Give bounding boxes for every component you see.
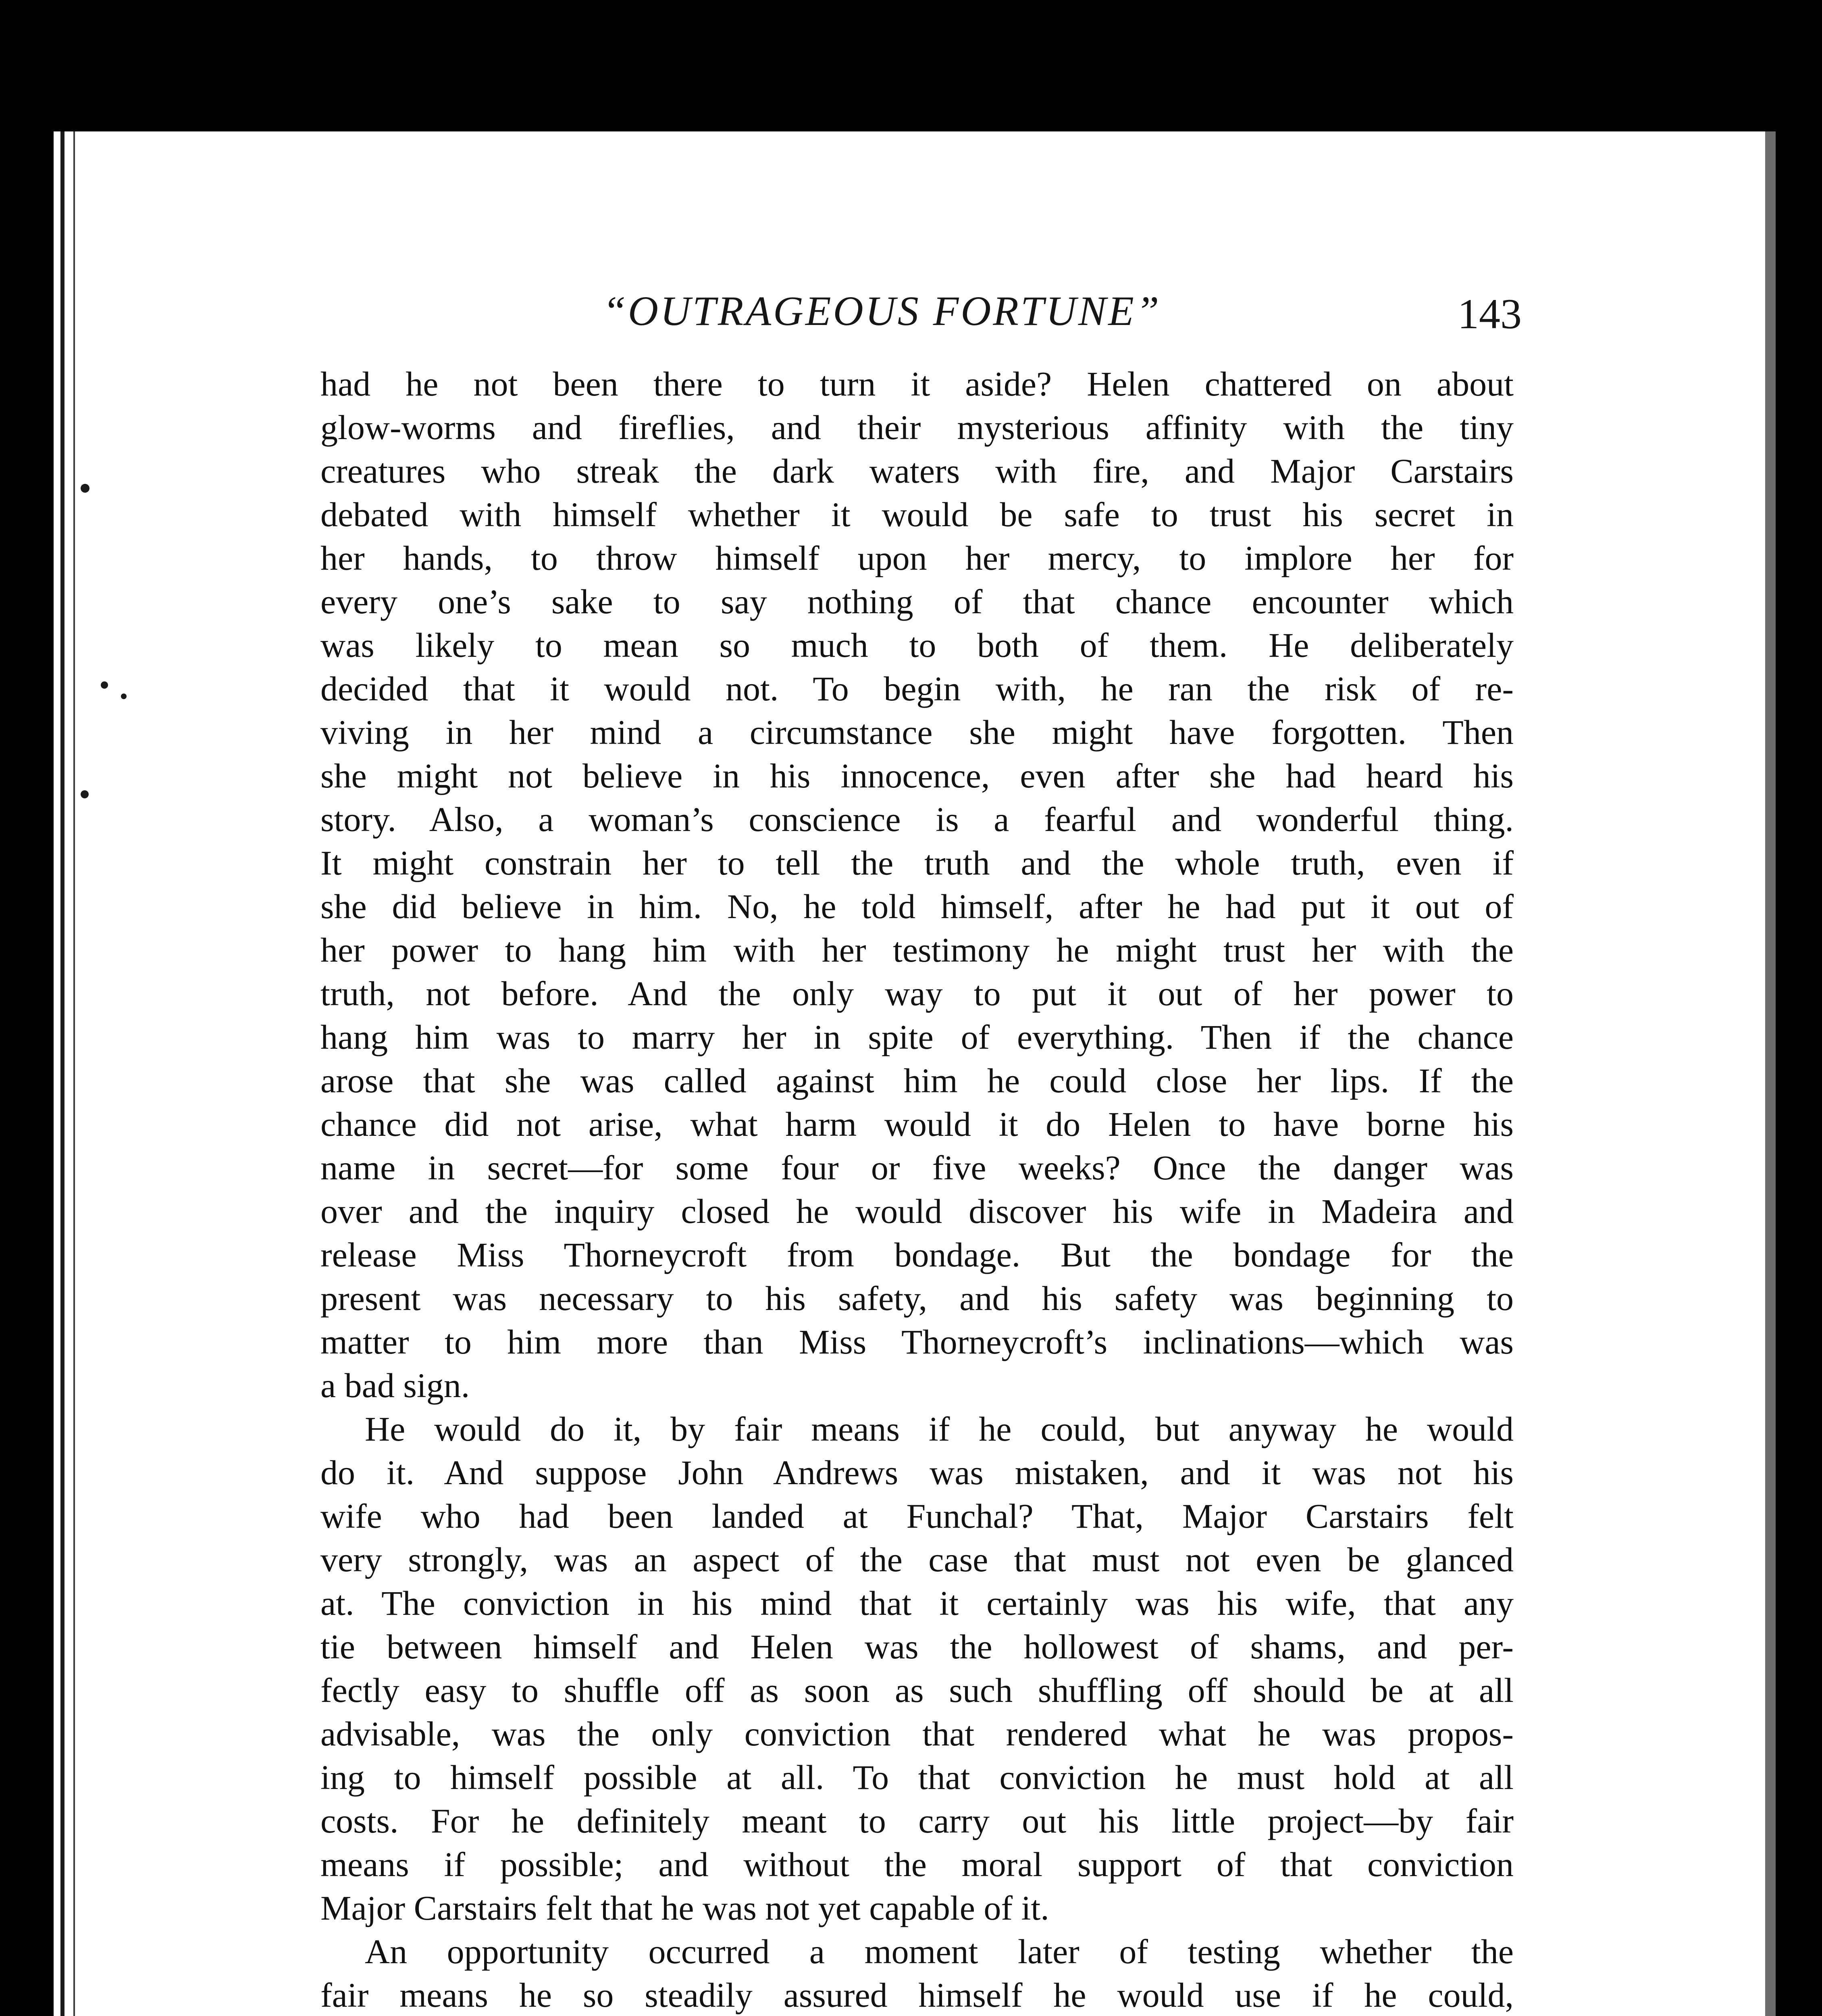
text-line: viving in her mind a circumstance she might have forgotten. Then: [320, 713, 1514, 752]
text-line: over and the inquiry closed he would discover his wife in Madeira and: [320, 1192, 1514, 1231]
text-line: truth, not before. And the only way to put it out of her power to: [320, 974, 1514, 1013]
text-line: she did believe in him. No, he told himself, after he had put it out of: [320, 887, 1514, 926]
text-line: Major Carstairs felt that he was not yet capable of it.: [320, 1889, 1049, 1927]
text-line: story. Also, a woman’s conscience is a fearful and wonderful thing.: [320, 800, 1514, 839]
text-line: present was necessary to his safety, and his safety was beginning to: [320, 1279, 1514, 1318]
margin-speck: [101, 681, 108, 689]
running-head: [320, 282, 1538, 339]
text-line: creatures who streak the dark waters with fire, and Major Carstairs: [320, 452, 1514, 490]
text-line: He would do it, by fair means if he could, but anyway he would: [365, 1410, 1514, 1448]
margin-speck: [81, 484, 89, 493]
text-line: tie between himself and Helen was the hollowest of shams, and per-: [320, 1627, 1514, 1666]
text-line: do it. And suppose John Andrews was mistaken, and it was not his: [320, 1453, 1514, 1492]
text-line: hang him was to marry her in spite of everything. Then if the chance: [320, 1018, 1514, 1056]
text-line: release Miss Thorneycroft from bondage. But the bondage for the: [320, 1235, 1514, 1274]
running-title: “OUTRAGEOUS FORTUNE”: [603, 288, 1161, 334]
text-line: debated with himself whether it would be safe to trust his secret in: [320, 495, 1514, 534]
text-line: her hands, to throw himself upon her mercy, to implore her for: [320, 539, 1514, 577]
text-line: her power to hang him with her testimony he might trust her with the: [320, 931, 1514, 969]
page-number: 143: [1458, 290, 1522, 337]
text-line: costs. For he definitely meant to carry out his little project—by fair: [320, 1801, 1514, 1840]
text-line: wife who had been landed at Funchal? That, Major Carstairs felt: [320, 1497, 1514, 1535]
text-line: at. The conviction in his mind that it certainly was his wife, that any: [320, 1584, 1514, 1622]
text-line: she might not believe in his innocence, even after she had heard his: [320, 756, 1514, 795]
text-line: had he not been there to turn it aside? Helen chattered on about: [320, 364, 1514, 403]
text-line: matter to him more than Miss Thorneycroft’s inclinations—which was: [320, 1322, 1514, 1361]
body-text: [320, 362, 1514, 2016]
text-line: fair means he so steadily assured himself he would use if he could,: [320, 1976, 1514, 2014]
text-line: An opportunity occurred a moment later of testing whether the: [365, 1932, 1514, 1971]
text-line: advisable, was the only conviction that rendered what he was propos-: [320, 1714, 1514, 1753]
text-line: every one’s sake to say nothing of that chance encounter which: [320, 582, 1514, 621]
text-line: fectly easy to shuffle off as soon as such shuffling off should be at all: [320, 1671, 1514, 1710]
margin-speck: [121, 694, 127, 699]
text-line: means if possible; and without the moral support of that conviction: [320, 1845, 1514, 1884]
text-line: was likely to mean so much to both of them. He deliberately: [320, 626, 1514, 664]
text-line: glow-worms and fireflies, and their mysterious affinity with the tiny: [320, 408, 1514, 447]
binding-gutter-line: [60, 131, 64, 2016]
text-line: decided that it would not. To begin with, he ran the risk of re-: [320, 669, 1514, 708]
text-line: ing to himself possible at all. To that conviction he must hold at all: [320, 1758, 1514, 1797]
text-line: a bad sign.: [320, 1366, 470, 1405]
text-line: It might constrain her to tell the truth and the whole truth, even if: [320, 843, 1514, 882]
margin-speck: [81, 790, 89, 798]
text-line: chance did not arise, what harm would it do Helen to have borne his: [320, 1105, 1514, 1143]
text-line: name in secret—for some four or five weeks? Once the danger was: [320, 1148, 1514, 1187]
binding-gutter-shadow: [73, 131, 75, 2016]
text-line: very strongly, was an aspect of the case that must not even be glanced: [320, 1540, 1514, 1579]
text-line: arose that she was called against him he could close her lips. If the: [320, 1061, 1514, 1100]
